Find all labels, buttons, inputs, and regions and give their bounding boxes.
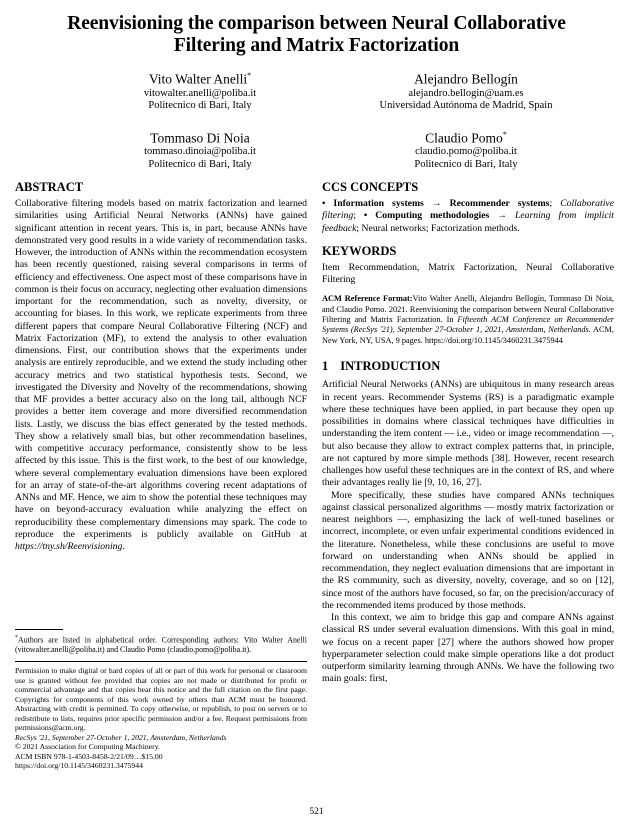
copyright-block <box>15 666 307 771</box>
ccs-heading: CCS CONCEPTS <box>322 180 419 194</box>
acm-reference-heading: ACM Reference Format: <box>322 294 413 304</box>
author-bellogin <box>333 67 599 113</box>
github-link[interactable]: https://tny.sh/Reenvisioning <box>15 541 123 552</box>
introduction-paragraph-1: Artificial Neural Networks (ANNs) are ubiquitous in many research areas in recent years. Recommender Systems (RS) is a paradigmatic example where these techniques have been applied, in part because they open up possibilities in domains where classical techniques have difficulties in understanding the item content — i.e., video or image recommendation —, but also because they allow to extract complex patterns that, in principle, are not captured by more simple methods [38]. However, recent research challenges how useful these techniques are in the context of RS, and where their advantages really lie [9, 10, 16, 27]. <box>322 379 614 489</box>
author-affiliation: Politecnico di Bari, Italy <box>148 100 252 111</box>
footnote-text: Authors are listed in alphabetical order. Corresponding authors: Vito Walter Anelli (vitowalter.anelli@poliba.it) and Claudio Pomo (claudio.pomo@poliba.it). <box>15 635 307 655</box>
paper-title-line1: Reenvisioning the comparison between Neural Collaborative <box>67 13 566 34</box>
author-email: claudio.pomo@poliba.it <box>415 146 517 157</box>
ccs-seg: • Information systems <box>322 198 424 209</box>
doi-link[interactable]: https://doi.org/10.1145/3460231.3475944 <box>15 761 143 771</box>
paper-title <box>0 0 633 57</box>
acm-reference-seg: Fifteenth ACM Conference on Recommender Systems (RecSys '21), September 27-October 1, 2021, Amsterdam, Netherlands. <box>322 315 614 335</box>
footnote-rule <box>15 629 63 630</box>
copyright-rule <box>15 661 307 662</box>
author-name-text: Claudio Pomo <box>425 130 503 145</box>
introduction-paragraph-2: More specifically, these studies have compared ANNs techniques against classical personalized algorithms — mostly matrix factorization or nearest neighbors —, emphasizing the lack of well-tuned baselines or incorrect, incomplete, or even unfair experimental conditions evidenced in the literature. Nonetheless, while these conclusions are useful to move forward on understanding when ANNs should be applied in recommendation, they neglect evaluation dimensions that are important in the RS community, such as diversity, novelty, coverage, and so on [12], since most of the authors have focused, so far, on the precision/accuracy of the recommended items produced by those methods. <box>322 489 614 611</box>
acm-reference-seg: ACM, New York, NY, USA, 9 pages. https://doi.org/10.1145/3460231.3475944 <box>322 325 614 345</box>
ccs-text <box>322 198 614 235</box>
author-name <box>67 126 333 147</box>
author-email: tommaso.dinoia@poliba.it <box>144 146 256 157</box>
author-name <box>333 67 599 88</box>
author-marker: * <box>502 129 507 139</box>
abstract-heading: ABSTRACT <box>15 180 84 194</box>
author-name <box>333 126 599 147</box>
authors-block <box>67 67 599 171</box>
keywords-heading: KEYWORDS <box>322 243 397 258</box>
abstract-body: Collaborative filtering models based on matrix factorization and learned similarities using Artificial Neural Networks (ANNs) have gained significant attention in recent years. This is, in part, because ANNs have demonstrated very good results in a wide variety of recommendation tasks. However, the introduction of ANNs within the recommendation ecosystem has been recently questioned, raising several comparisons in terms of efficiency and effectiveness. One aspect most of these comparisons have in common is their focus on accuracy, neglecting other evaluation dimensions important for the recommendation, such as novelty, diversity, or accounting for biases. In this work, we replicate experiments from three different papers that compare Neural Collaborative Filtering (NCF) and Matrix Factorization (MF), to extend the analysis to other evaluation dimensions. First, our contribution shows that the experiments under analysis are entirely reproducible, and we extend the study including other accuracy metrics and two statistical hypothesis tests. Second, we investigated the Diversity and Novelty of the recommendations, showing that MF provides a better accuracy also on the long tail, although NCF provides a better item coverage and more diversified recommendation lists. Lastly, we discuss the bias effect generated by the tested methods. They show a relatively small bias, but other recommendation baselines, with competitive accuracy performance, consistently show to be less affected by this issue. This is the first work, to the best of our knowledge, where several complementary evaluation dimensions have been explored for an array of state-of-the-art algorithms covering recent adaptations of ANNs and MF. Hence, we aim to show the potential these techniques may have on beyond-accuracy evaluation while analyzing the effect on reproducibility these complementary dimensions may spark. The code to reproduce the experiments is publicly available on GitHub at <box>15 198 307 540</box>
copyright-line: © 2021 Association for Computing Machinery. <box>15 742 160 752</box>
acm-reference-seg: Vito Walter Anelli, Alejandro Bellogín, Tommaso Di Noia, and Claudio Pomo. 2021. Reenvisioning the comparison between Neural Collaborative Filtering and Matrix Factorization. In <box>322 294 614 325</box>
ccs-seg: ; <box>353 210 364 222</box>
abstract-period: . <box>122 541 125 552</box>
author-pomo <box>333 126 599 172</box>
keywords-text: Item Recommendation, Matrix Factorization, Neural Collaborative Filtering <box>322 261 614 285</box>
authors-footnote <box>15 634 307 655</box>
author-name-text: Tommaso Di Noia <box>150 130 250 145</box>
section-title: INTRODUCTION <box>340 359 441 374</box>
author-affiliation: Politecnico di Bari, Italy <box>414 158 518 170</box>
abstract-text <box>15 198 307 553</box>
ccs-seg: • Computing methodologies <box>363 210 490 222</box>
author-name-text: Vito Walter Anelli <box>148 71 248 87</box>
section-number: 1 <box>322 359 329 374</box>
author-affiliation: Politecnico di Bari, Italy <box>148 158 252 170</box>
introduction-paragraph-3: In this context, we aim to bridge this gap and compare ANNs against classical RS under several evaluation dimensions. With this goal in mind, we focus on a recent paper [27] where the authors showed how proper hyperparameter selection could make simple operations like a dot product outperform similarity learning through ANNs. We have the following two main goals: first, <box>322 612 614 685</box>
author-marker: * <box>247 71 252 80</box>
author-anelli <box>67 67 333 113</box>
ccs-seg: Recommender systems <box>449 198 550 209</box>
paper-title-line2: Filtering and Matrix Factorization <box>173 35 460 56</box>
acm-reference <box>322 294 614 346</box>
author-dinoia <box>67 126 333 172</box>
isbn-line: ACM ISBN 978-1-4503-8458-2/21/09…$15.00 <box>15 751 163 761</box>
permission-notice: Permission to make digital or hard copies of all or part of this work for personal or classroom use is granted without fee provided that copies are not made or distributed for profit or commercial advantage and that copies bear this notice and the full citation on the first page. Copyrights for components of this work owned by others than ACM must be honored. Abstracting with credit is permitted. To copy otherwise, or republish, to post on servers or to redistribute to lists, requires prior specific permission and/or a fee. Request permissions from permissions@acm.org. <box>15 665 307 733</box>
author-name-text: Alejandro Bellogín <box>414 71 518 87</box>
venue-line: RecSys '21, September 27-October 1, 2021, Amsterdam, Netherlands <box>15 732 227 742</box>
right-column <box>322 180 614 771</box>
page-number: 521 <box>309 807 324 817</box>
ccs-seg: → <box>423 198 450 209</box>
ccs-seg: Learning from implicit feedback <box>322 210 614 234</box>
author-email: vitowalter.anelli@poliba.it <box>143 87 257 99</box>
left-column <box>15 180 307 771</box>
author-affiliation: Universidad Autónoma de Madrid, Spain <box>379 100 553 111</box>
ccs-seg: ; <box>549 198 561 209</box>
introduction-heading <box>322 359 614 374</box>
footnote-marker: * <box>15 634 18 641</box>
footnote-area <box>15 629 307 771</box>
author-name <box>67 67 333 88</box>
ccs-seg: ; Neural networks; Factorization methods. <box>356 222 520 234</box>
two-column-body <box>0 180 633 771</box>
ccs-seg: Collaborative filtering <box>322 198 614 222</box>
author-email: alejandro.bellogin@uam.es <box>408 87 524 99</box>
ccs-seg: → <box>489 210 515 222</box>
